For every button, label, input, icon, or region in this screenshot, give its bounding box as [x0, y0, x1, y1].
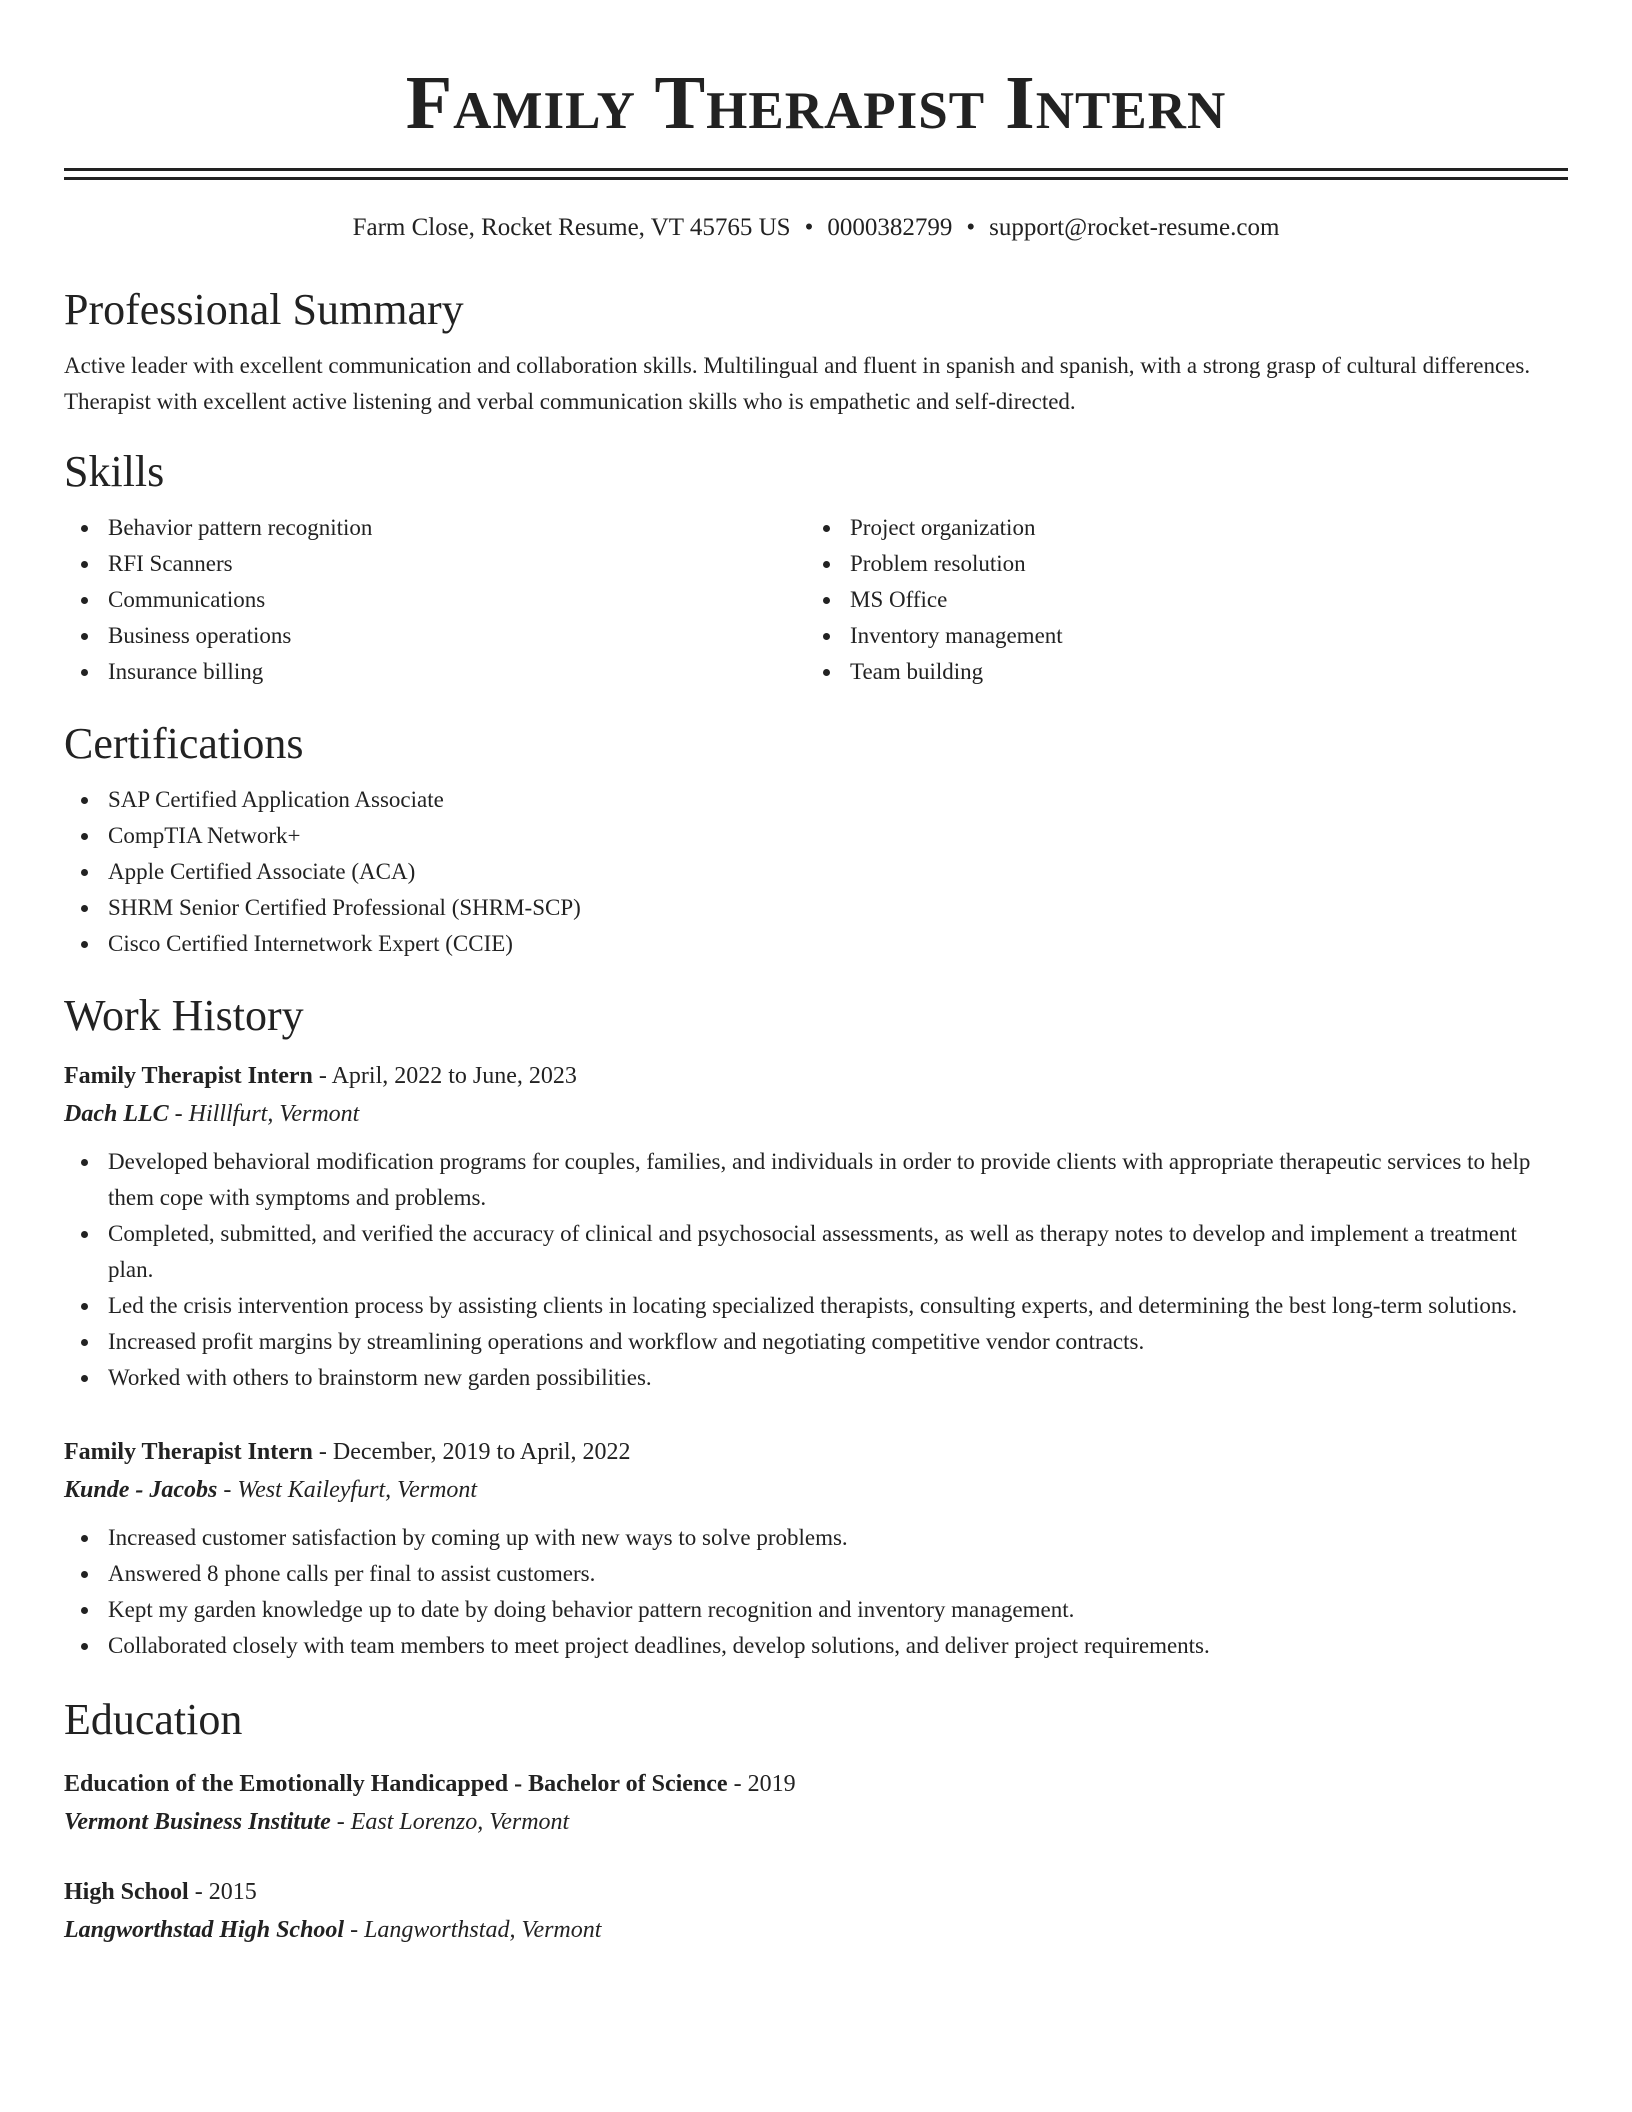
job-entry: [64, 1058, 1568, 1396]
job-company-line: [64, 1094, 1568, 1134]
contact-separator: •: [804, 214, 814, 241]
certification-item: SAP Certified Application Associate: [64, 782, 1568, 818]
education-degree: Education of the Emotionally Handicapped - Bachelor of Science: [64, 1771, 728, 1797]
job-title-line: [64, 1058, 1568, 1094]
job-title: Family Therapist Intern: [64, 1063, 313, 1089]
job-company: Kunde - Jacobs: [64, 1477, 218, 1503]
certification-item: Cisco Certified Internetwork Expert (CCIE): [64, 926, 1568, 962]
job-dates: - April, 2022 to June, 2023: [312, 1063, 577, 1089]
education-entry: [64, 1874, 1568, 1950]
skills-list-left: [64, 510, 806, 690]
skills-list-right: [806, 510, 1548, 690]
job-dates: - December, 2019 to April, 2022: [312, 1439, 631, 1465]
education-degree-line: [64, 1766, 1568, 1802]
skill-item: MS Office: [806, 582, 1548, 618]
job-entry: [64, 1434, 1568, 1664]
skill-item: RFI Scanners: [64, 546, 806, 582]
skill-item: Inventory management: [806, 618, 1548, 654]
skill-item: Problem resolution: [806, 546, 1548, 582]
resume-page: [64, 0, 1568, 1950]
education-school-line: [64, 1802, 1568, 1842]
education-degree-line: [64, 1874, 1568, 1910]
job-bullets: [64, 1520, 1568, 1664]
header-divider-top: [64, 168, 1568, 171]
contact-phone: 0000382799: [827, 214, 953, 241]
education-entry: [64, 1766, 1568, 1842]
skill-item: Communications: [64, 582, 806, 618]
job-title: Family Therapist Intern: [64, 1439, 313, 1465]
certification-item: SHRM Senior Certified Professional (SHRM-SCP): [64, 890, 1568, 926]
education-school: Vermont Business Institute: [64, 1809, 331, 1835]
education-year: - 2015: [188, 1879, 257, 1905]
job-location: - Hilllfurt, Vermont: [168, 1101, 360, 1127]
certifications-list: [64, 782, 1568, 962]
education-year: - 2019: [727, 1771, 796, 1797]
education-school-line: [64, 1910, 1568, 1950]
education-location: - East Lorenzo, Vermont: [330, 1809, 570, 1835]
header-divider-bottom: [64, 177, 1568, 180]
education-school: Langworthstad High School: [64, 1917, 345, 1943]
job-bullet: Increased profit margins by streamlining operations and workflow and negotiating competitive vendor contracts.: [64, 1324, 1568, 1360]
summary-heading: Professional Summary: [64, 285, 464, 334]
skill-item: Project organization: [806, 510, 1548, 546]
skills-columns: [64, 510, 1568, 690]
job-bullet: Increased customer satisfaction by coming up with new ways to solve problems.: [64, 1520, 1568, 1556]
education-degree: High School: [64, 1879, 189, 1905]
job-bullet: Worked with others to brainstorm new garden possibilities.: [64, 1360, 1568, 1396]
skill-item: Team building: [806, 654, 1548, 690]
job-bullet: Completed, submitted, and verified the accuracy of clinical and psychosocial assessments, as well as therapy notes to develop and implement a treatment plan.: [64, 1216, 1568, 1288]
contact-line: [64, 212, 1568, 244]
skills-heading: Skills: [64, 447, 165, 496]
certification-item: Apple Certified Associate (ACA): [64, 854, 1568, 890]
contact-separator: •: [966, 214, 976, 241]
job-bullet: Developed behavioral modification programs for couples, families, and individuals in order to provide clients with appropriate therapeutic services to help them cope with symptoms and problems.: [64, 1144, 1568, 1216]
candidate-name: Family Therapist Intern: [405, 61, 1227, 145]
skill-item: Behavior pattern recognition: [64, 510, 806, 546]
job-bullet: Collaborated closely with team members to meet project deadlines, develop solutions, and deliver project requirements.: [64, 1628, 1568, 1664]
certifications-heading: Certifications: [64, 719, 304, 768]
education-location: - Langworthstad, Vermont: [344, 1917, 602, 1943]
skill-item: Business operations: [64, 618, 806, 654]
contact-email[interactable]: support@rocket-resume.com: [989, 214, 1280, 241]
education-heading: Education: [64, 1695, 243, 1744]
job-bullets: [64, 1144, 1568, 1396]
job-location: - West Kaileyfurt, Vermont: [217, 1477, 478, 1503]
job-company-line: [64, 1470, 1568, 1510]
job-bullet: Answered 8 phone calls per final to assist customers.: [64, 1556, 1568, 1592]
skill-item: Insurance billing: [64, 654, 806, 690]
summary-text: Active leader with excellent communication and collaboration skills. Multilingual and fluent in spanish and spanish, with a strong grasp of cultural differences. Therapist with excellent active listening and verbal communication skills who is empathetic and self-directed.: [64, 353, 1531, 414]
job-title-line: [64, 1434, 1568, 1470]
certification-item: CompTIA Network+: [64, 818, 1568, 854]
work-history-heading: Work History: [64, 991, 304, 1040]
contact-address: Farm Close, Rocket Resume, VT 45765 US: [352, 214, 791, 241]
job-bullet: Led the crisis intervention process by assisting clients in locating specialized therapists, consulting experts, and determining the best long-term solutions.: [64, 1288, 1568, 1324]
job-bullet: Kept my garden knowledge up to date by doing behavior pattern recognition and inventory management.: [64, 1592, 1568, 1628]
job-company: Dach LLC: [64, 1101, 169, 1127]
